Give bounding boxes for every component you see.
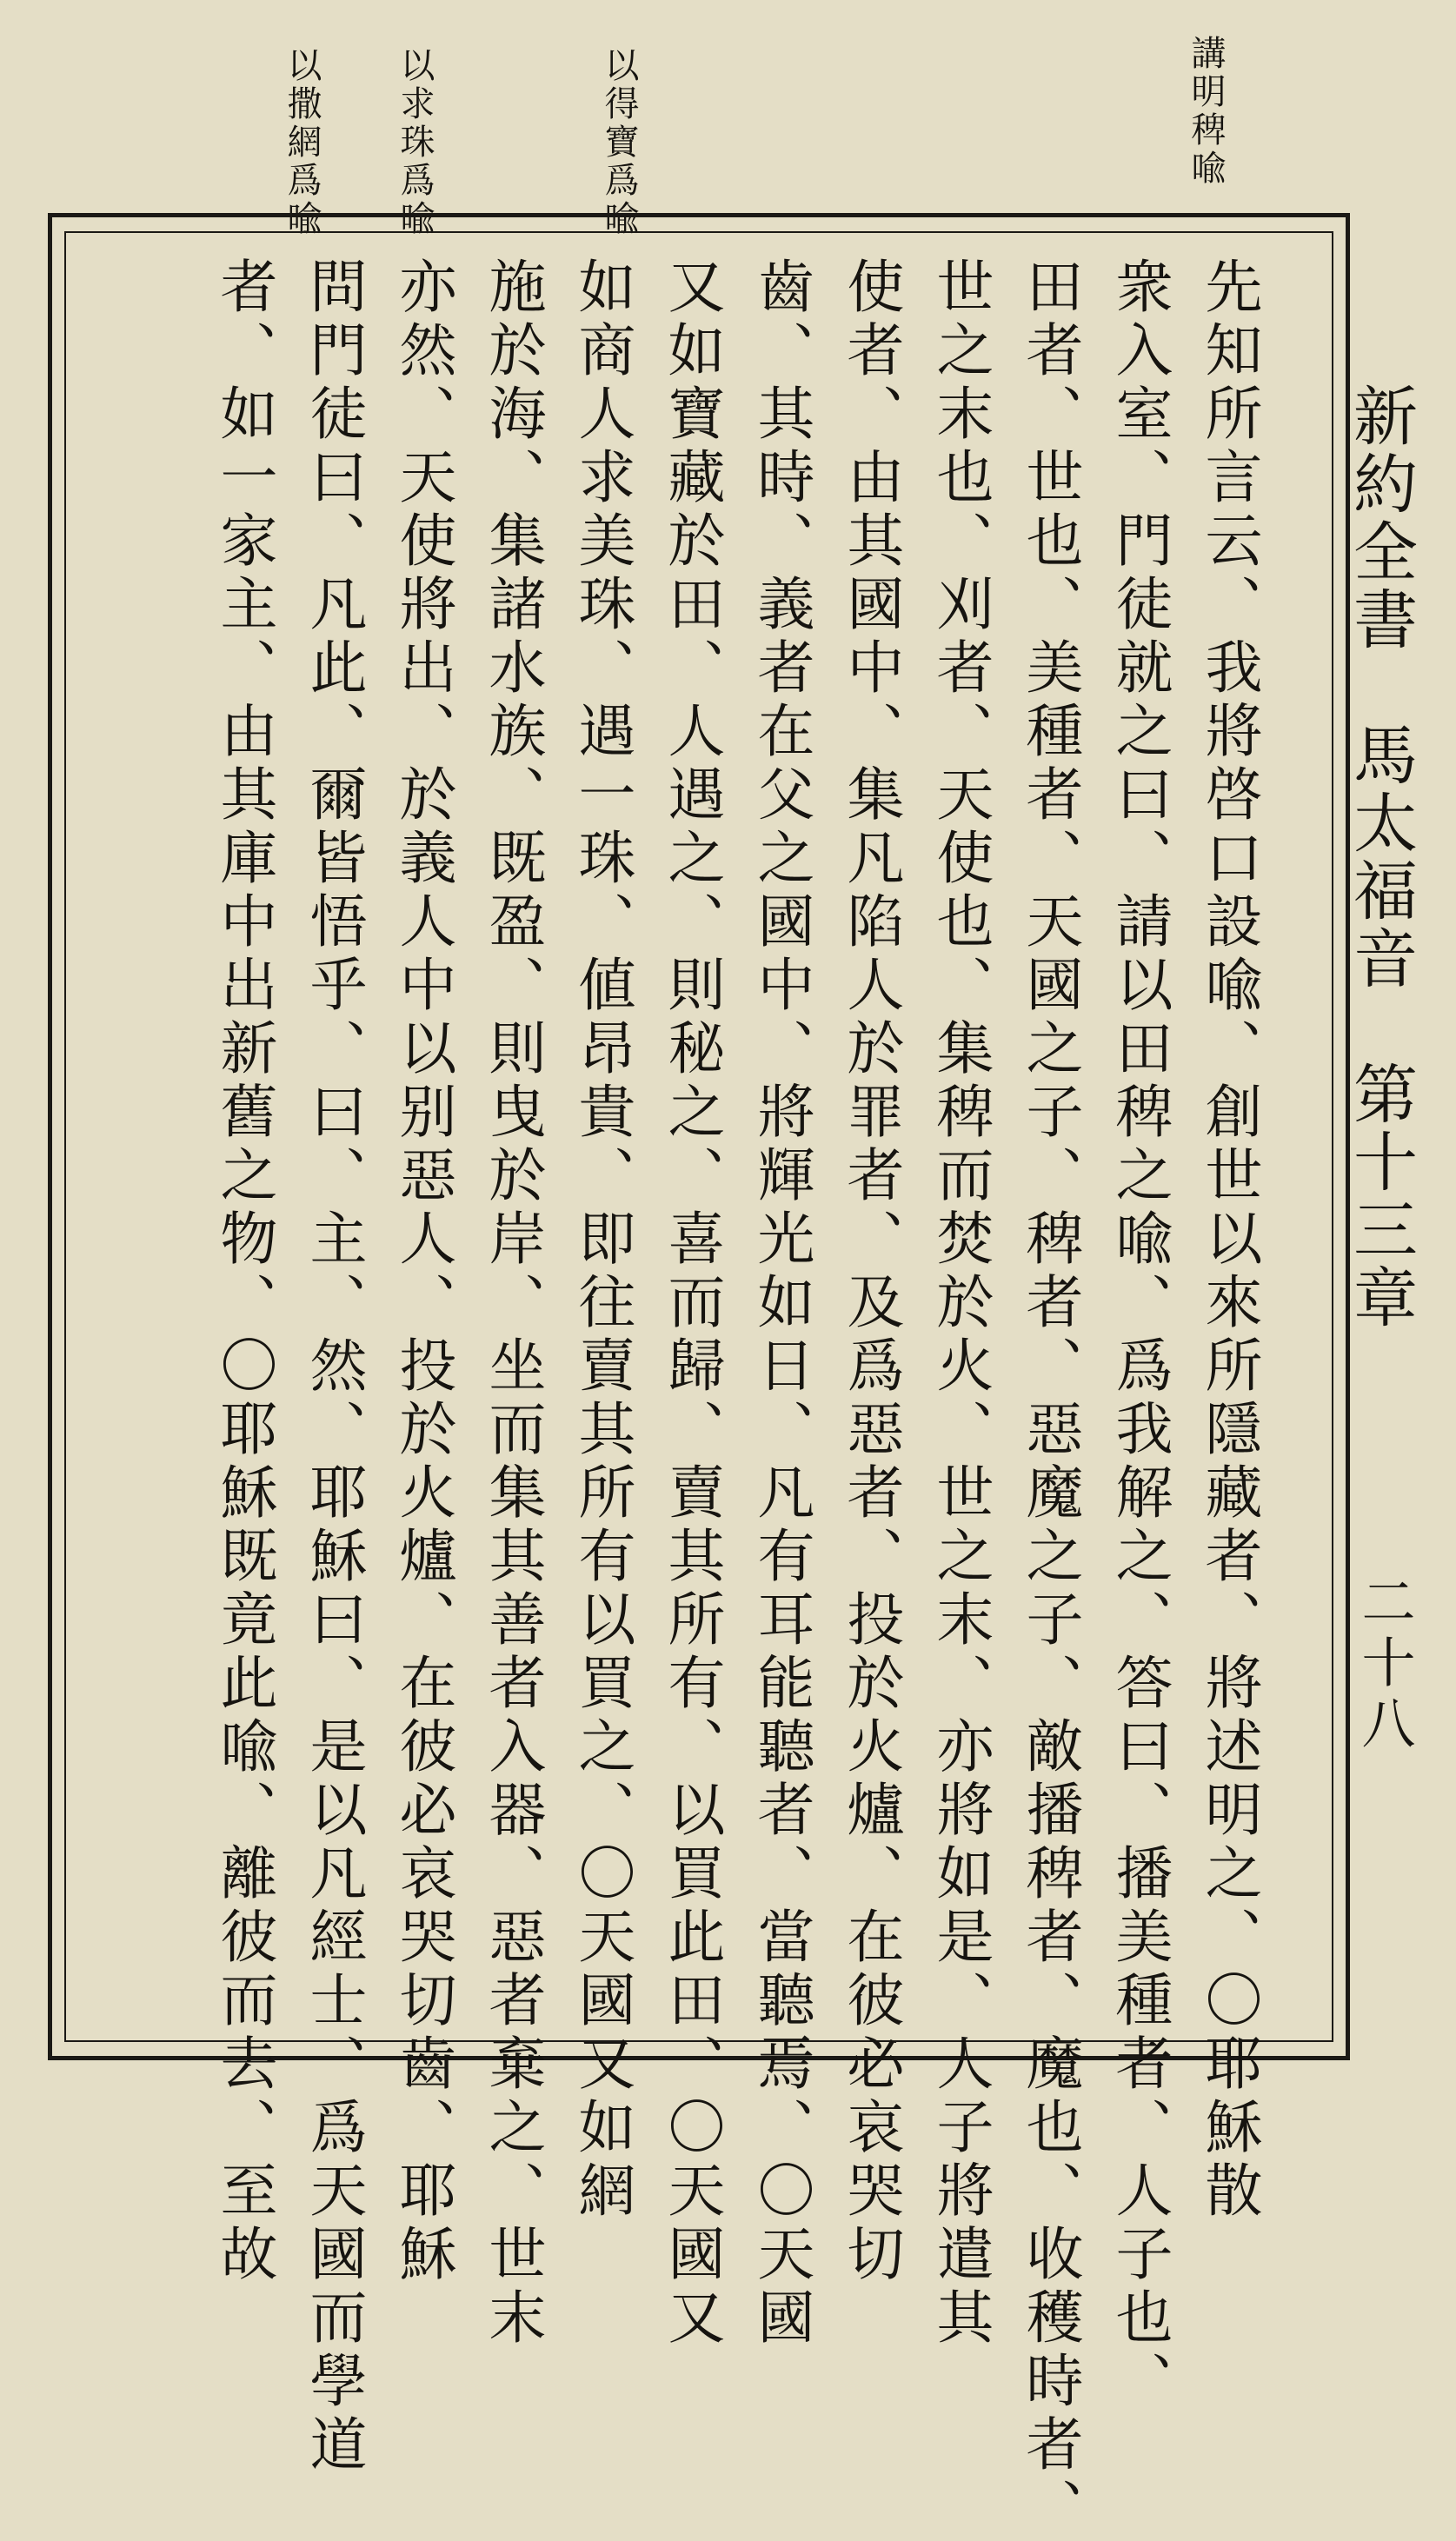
text-line: 亦然、天使將出、於義人中以别惡人、投於火爐、在彼必哀哭切齒、耶穌 [389,256,456,2287]
text-line: 如商人求美珠、遇一珠、値昂貴、即往賣其所有以買之、〇天國又如網 [568,256,635,2224]
page-number: 二十八 [1353,1573,1416,1756]
marginal-note-net: 以撒網爲喩 [282,47,322,238]
marginal-note-treasure: 以得寶爲喩 [599,47,639,238]
text-line: 又如寶藏於田、人遇之、則秘之、喜而歸、賣其所有、以買此田、〇天國又 [658,256,725,2351]
text-line: 問門徒曰、凡此、爾皆悟乎、曰、主、然、耶穌曰、是以凡經士、爲天國而學道 [300,256,367,2478]
text-line: 世之末也、刈者、天使也、集稗而焚於火、世之末、亦將如是、人子將遣其 [927,256,994,2351]
scripture-body [199,256,1273,2541]
text-line: 先知所言云、我將啓口設喩、創世以來所隱藏者、將述明之、〇耶穌散 [1195,256,1262,2224]
text-line: 者、如一家主、由其庫中出新舊之物、〇耶穌既竟此喩、離彼而去、至故 [210,256,277,2287]
text-line: 施於海、集諸水族、既盈、則曳於岸、坐而集其善者入器、惡者棄之、世末 [479,256,546,2351]
text-line: 田者、世也、美種者、天國之子、稗者、惡魔之子、敵播稗者、魔也、收穫時者、 [1016,256,1083,2541]
text-line: 齒、其時、義者在父之國中、將輝光如日、凡有耳能聽者、當聽焉、〇天國 [748,256,814,2351]
marginal-note-tares: 講明稗喩 [1186,35,1226,188]
marginal-note-pearl: 以求珠爲喩 [395,47,435,238]
running-head: 新約全書 馬太福音 第十三章 [1343,382,1418,1332]
text-line: 衆入室、門徒就之曰、請以田稗之喩、爲我解之、答曰、播美種者、人子也、 [1106,256,1173,2414]
text-line: 使者、由其國中、集凡陷人於罪者、及爲惡者、投於火爐、在彼必哀哭切 [837,256,904,2287]
